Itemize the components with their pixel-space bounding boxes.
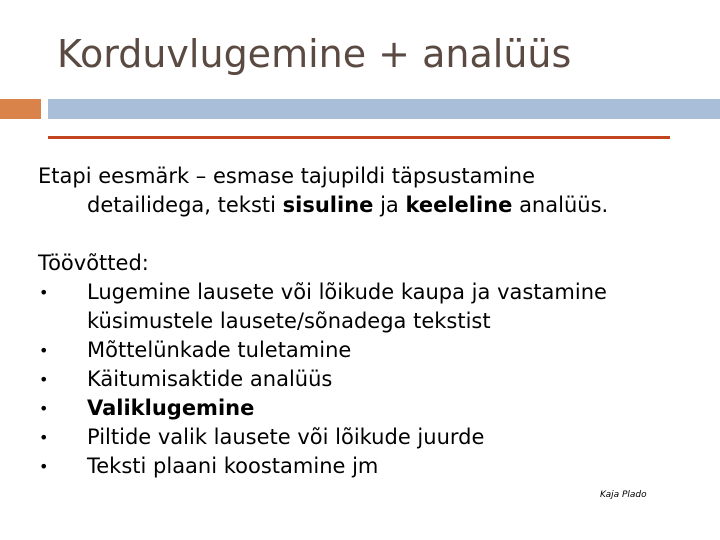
list-item xyxy=(38,278,708,336)
techniques-list xyxy=(38,278,708,481)
goal-line-2 xyxy=(38,191,708,220)
decorative-blue-band xyxy=(48,99,720,119)
list-item xyxy=(38,423,708,452)
bullet-icon: • xyxy=(39,341,49,360)
list-item xyxy=(38,336,708,365)
bullet-icon: • xyxy=(39,283,49,302)
list-item-text: Piltide valik lausete või lõikude juurde xyxy=(87,425,485,449)
bullet-icon: • xyxy=(39,428,49,447)
list-item-line-2: küsimustele lausete/sõnadega tekstist xyxy=(87,309,491,333)
goal-text-mid: ja xyxy=(373,193,406,217)
list-item-text: Mõttelünkade tuletamine xyxy=(87,338,352,362)
footer-author: Kaja Plado xyxy=(600,490,647,500)
slide-title: Korduvlugemine + analüüs xyxy=(57,32,572,76)
bullet-icon: • xyxy=(39,370,49,389)
goal-paragraph xyxy=(38,162,708,220)
goal-bold-keeleline: keeleline xyxy=(405,193,513,217)
list-item-text-bold: Valiklugemine xyxy=(87,396,255,420)
list-item xyxy=(38,365,708,394)
goal-bold-sisuline: sisuline xyxy=(282,193,374,217)
list-item-text: Käitumisaktide analüüs xyxy=(87,367,333,391)
techniques-section xyxy=(38,249,708,481)
list-item xyxy=(38,394,708,423)
list-item-text xyxy=(87,278,708,336)
goal-text-suffix: analüüs. xyxy=(512,193,609,217)
goal-line-1: Etapi eesmärk – esmase tajupildi täpsustamine xyxy=(38,164,536,188)
list-item-text: Teksti plaani koostamine jm xyxy=(87,454,379,478)
bullet-icon: • xyxy=(39,399,49,418)
decorative-red-rule xyxy=(48,136,670,139)
techniques-heading: Töövõtted: xyxy=(38,251,149,275)
slide-content xyxy=(38,162,708,481)
list-item xyxy=(38,452,708,481)
list-item-line-1: Lugemine lausete või lõikude kaupa ja vastamine xyxy=(87,280,607,304)
bullet-icon: • xyxy=(39,457,49,476)
decorative-orange-block xyxy=(0,99,41,119)
goal-text-prefix: detailidega, teksti xyxy=(87,193,283,217)
